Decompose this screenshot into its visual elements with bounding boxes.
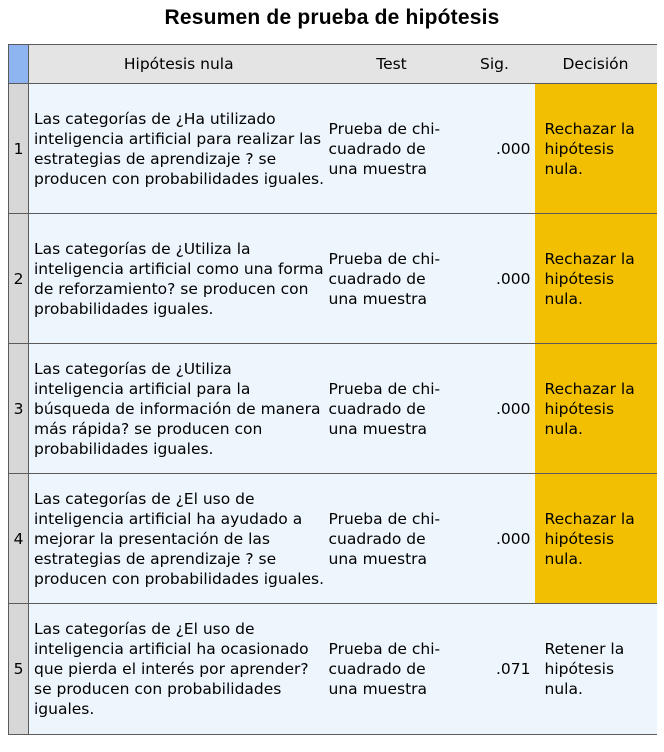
table-row: [9, 474, 657, 604]
hypothesis-cell: Las categorías de ¿El uso de inteligencia artificial ha ayudado a mejorar la presentación de las estrategias de aprendizaje ? se producen con probabilidades iguales.: [29, 474, 329, 604]
column-header-test: Test: [329, 45, 455, 84]
decision-cell: Retener la hipótesis nula.: [535, 604, 657, 735]
test-cell: Prueba de chi-cuadrado de una muestra: [329, 84, 455, 214]
row-number: 3: [9, 344, 29, 474]
decision-cell: Rechazar la hipótesis nula.: [535, 344, 657, 474]
table-row: [9, 214, 657, 344]
hypothesis-cell: Las categorías de ¿Ha utilizado inteligencia artificial para realizar las estrategias de aprendizaje ? se producen con probabilidades iguales.: [29, 84, 329, 214]
hypothesis-cell: Las categorías de ¿Utiliza inteligencia artificial para la búsqueda de información de manera más rápida? se producen con probabilidades iguales.: [29, 344, 329, 474]
table-header-row: [9, 45, 657, 84]
table-row: [9, 344, 657, 474]
column-header-hypothesis: Hipótesis nula: [29, 45, 329, 84]
sig-cell: .000: [455, 84, 535, 214]
column-header-decision: Decisión: [535, 45, 657, 84]
header-corner-cell: [9, 45, 29, 84]
decision-cell: Rechazar la hipótesis nula.: [535, 84, 657, 214]
test-cell: Prueba de chi-cuadrado de una muestra: [329, 214, 455, 344]
test-cell: Prueba de chi-cuadrado de una muestra: [329, 344, 455, 474]
table-row: [9, 84, 657, 214]
hypothesis-summary-table: [8, 44, 657, 735]
hypothesis-cell: Las categorías de ¿El uso de inteligencia artificial ha ocasionado que pierda el interés por aprender? se producen con probabilidades iguales.: [29, 604, 329, 735]
test-cell: Prueba de chi-cuadrado de una muestra: [329, 604, 455, 735]
test-cell: Prueba de chi-cuadrado de una muestra: [329, 474, 455, 604]
row-number: 1: [9, 84, 29, 214]
row-number: 4: [9, 474, 29, 604]
hypothesis-cell: Las categorías de ¿Utiliza la inteligencia artificial como una forma de reforzamiento? se producen con probabilidades iguales.: [29, 214, 329, 344]
sig-cell: .000: [455, 344, 535, 474]
column-header-sig: Sig.: [455, 45, 535, 84]
sig-cell: .000: [455, 474, 535, 604]
decision-cell: Rechazar la hipótesis nula.: [535, 214, 657, 344]
sig-cell: .071: [455, 604, 535, 735]
row-number: 2: [9, 214, 29, 344]
row-number: 5: [9, 604, 29, 735]
table-row: [9, 604, 657, 735]
decision-cell: Rechazar la hipótesis nula.: [535, 474, 657, 604]
sig-cell: .000: [455, 214, 535, 344]
page-title: Resumen de prueba de hipótesis: [164, 6, 500, 29]
